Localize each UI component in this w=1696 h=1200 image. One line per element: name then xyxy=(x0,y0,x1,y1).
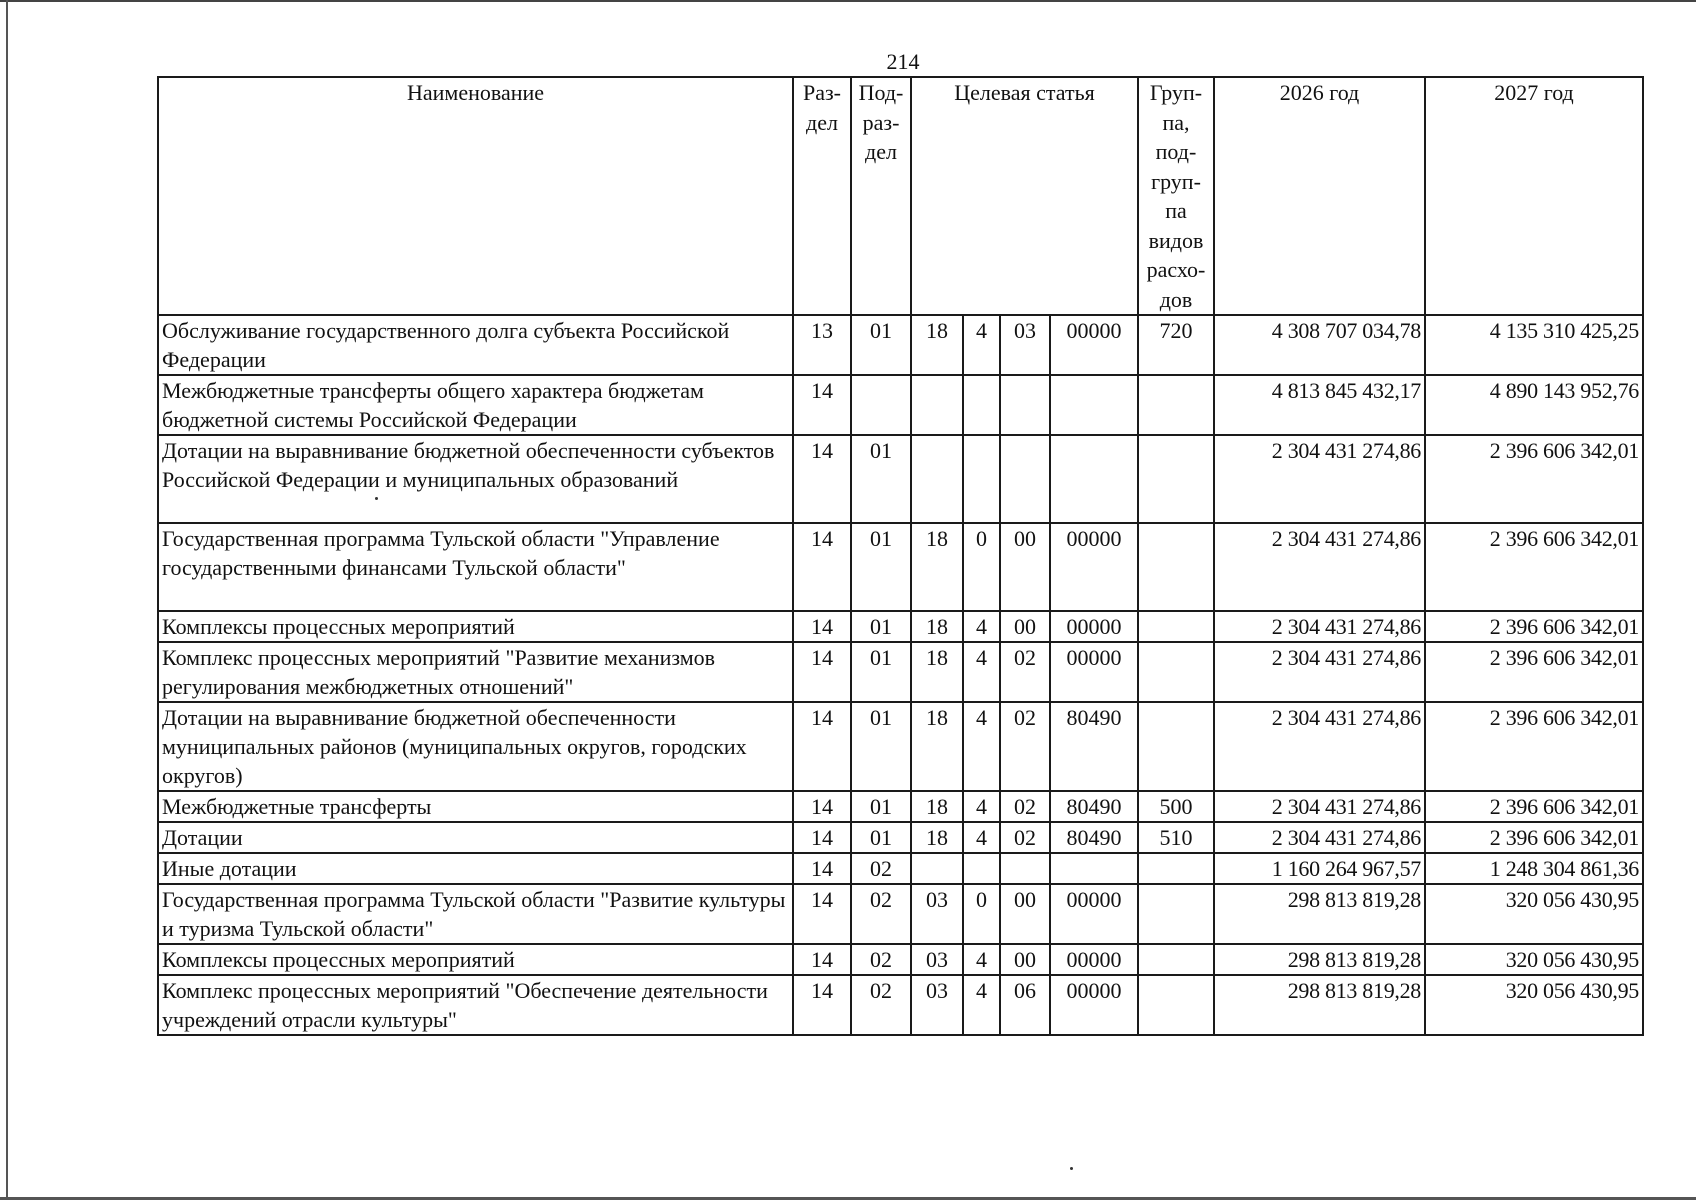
row-ts-program: 03 xyxy=(911,884,963,944)
header-razdel: Раз-дел xyxy=(793,77,851,315)
row-ts-direction: 00000 xyxy=(1050,944,1138,975)
scan-border-left xyxy=(6,0,8,1200)
row-sum-2027: 2 396 606 342,01 xyxy=(1425,702,1643,791)
row-ts-program: 18 xyxy=(911,791,963,822)
table-row xyxy=(158,375,1643,435)
row-ts-type: 4 xyxy=(963,944,1000,975)
row-group xyxy=(1138,702,1214,791)
header-name: Наименование xyxy=(158,77,793,315)
row-ts-direction: 00000 xyxy=(1050,975,1138,1035)
row-ts-sub xyxy=(1000,435,1050,523)
row-sum-2026: 2 304 431 274,86 xyxy=(1214,702,1425,791)
row-podrazdel: 01 xyxy=(851,822,911,853)
row-ts-sub: 00 xyxy=(1000,523,1050,611)
row-sum-2026: 4 308 707 034,78 xyxy=(1214,315,1425,375)
table-row xyxy=(158,642,1643,702)
row-ts-program: 18 xyxy=(911,611,963,642)
row-ts-direction: 00000 xyxy=(1050,523,1138,611)
table-row xyxy=(158,791,1643,822)
row-sum-2026: 2 304 431 274,86 xyxy=(1214,822,1425,853)
row-ts-type: 0 xyxy=(963,884,1000,944)
row-ts-sub: 02 xyxy=(1000,791,1050,822)
row-sum-2027: 2 396 606 342,01 xyxy=(1425,611,1643,642)
row-name: Комплекс процессных мероприятий "Развитие механизмов регулирования межбюджетных отношений" xyxy=(158,642,793,702)
row-ts-sub: 02 xyxy=(1000,642,1050,702)
row-ts-type: 4 xyxy=(963,315,1000,375)
header-year-2026: 2026 год xyxy=(1214,77,1425,315)
row-ts-type: 4 xyxy=(963,642,1000,702)
row-podrazdel: 01 xyxy=(851,702,911,791)
row-razdel: 14 xyxy=(793,642,851,702)
row-sum-2027: 2 396 606 342,01 xyxy=(1425,642,1643,702)
header-group: Груп-па, под-груп-па видов расхо-дов xyxy=(1138,77,1214,315)
table-row xyxy=(158,611,1643,642)
row-ts-direction: 00000 xyxy=(1050,642,1138,702)
row-sum-2027: 1 248 304 861,36 xyxy=(1425,853,1643,884)
row-name: Дотации xyxy=(158,822,793,853)
row-sum-2026: 2 304 431 274,86 xyxy=(1214,611,1425,642)
row-ts-type: 4 xyxy=(963,822,1000,853)
row-podrazdel: 02 xyxy=(851,853,911,884)
row-ts-type xyxy=(963,435,1000,523)
row-ts-sub: 00 xyxy=(1000,944,1050,975)
row-sum-2027: 320 056 430,95 xyxy=(1425,975,1643,1035)
row-razdel: 14 xyxy=(793,435,851,523)
row-razdel: 14 xyxy=(793,791,851,822)
row-ts-program: 18 xyxy=(911,523,963,611)
row-sum-2027: 2 396 606 342,01 xyxy=(1425,791,1643,822)
row-ts-sub: 00 xyxy=(1000,611,1050,642)
row-podrazdel: 01 xyxy=(851,642,911,702)
row-ts-type: 4 xyxy=(963,975,1000,1035)
row-sum-2026: 4 813 845 432,17 xyxy=(1214,375,1425,435)
row-ts-program xyxy=(911,375,963,435)
row-ts-type xyxy=(963,853,1000,884)
table-row xyxy=(158,944,1643,975)
row-sum-2026: 2 304 431 274,86 xyxy=(1214,523,1425,611)
row-sum-2027: 2 396 606 342,01 xyxy=(1425,435,1643,523)
header-row xyxy=(158,77,1643,315)
row-sum-2027: 320 056 430,95 xyxy=(1425,944,1643,975)
row-ts-program: 18 xyxy=(911,702,963,791)
table-row xyxy=(158,523,1643,611)
row-razdel: 14 xyxy=(793,523,851,611)
row-ts-type: 4 xyxy=(963,611,1000,642)
row-group xyxy=(1138,435,1214,523)
row-razdel: 14 xyxy=(793,884,851,944)
row-name: Обслуживание государственного долга субъекта Российской Федерации xyxy=(158,315,793,375)
row-sum-2027: 2 396 606 342,01 xyxy=(1425,822,1643,853)
row-ts-direction: 80490 xyxy=(1050,702,1138,791)
row-razdel: 14 xyxy=(793,611,851,642)
row-sum-2026: 1 160 264 967,57 xyxy=(1214,853,1425,884)
row-ts-program xyxy=(911,853,963,884)
row-ts-direction: 00000 xyxy=(1050,884,1138,944)
row-sum-2026: 2 304 431 274,86 xyxy=(1214,642,1425,702)
header-podrazdel: Под-раз-дел xyxy=(851,77,911,315)
row-sum-2026: 298 813 819,28 xyxy=(1214,884,1425,944)
row-group xyxy=(1138,944,1214,975)
row-group: 500 xyxy=(1138,791,1214,822)
table-row xyxy=(158,975,1643,1035)
row-ts-sub xyxy=(1000,375,1050,435)
row-name: Комплексы процессных мероприятий xyxy=(158,944,793,975)
row-razdel: 14 xyxy=(793,853,851,884)
row-ts-direction: 80490 xyxy=(1050,791,1138,822)
row-ts-direction: 00000 xyxy=(1050,611,1138,642)
row-razdel: 13 xyxy=(793,315,851,375)
row-ts-program: 03 xyxy=(911,975,963,1035)
row-name: Иные дотации xyxy=(158,853,793,884)
scan-speck xyxy=(1070,1167,1073,1170)
row-razdel: 14 xyxy=(793,375,851,435)
row-razdel: 14 xyxy=(793,822,851,853)
page-number: 214 xyxy=(886,49,920,74)
row-sum-2027: 2 396 606 342,01 xyxy=(1425,523,1643,611)
row-ts-direction xyxy=(1050,375,1138,435)
row-sum-2027: 320 056 430,95 xyxy=(1425,884,1643,944)
row-podrazdel: 01 xyxy=(851,523,911,611)
row-sum-2027: 4 135 310 425,25 xyxy=(1425,315,1643,375)
row-ts-sub: 00 xyxy=(1000,884,1050,944)
row-podrazdel: 02 xyxy=(851,975,911,1035)
row-razdel: 14 xyxy=(793,944,851,975)
row-ts-program: 18 xyxy=(911,822,963,853)
row-ts-program: 18 xyxy=(911,642,963,702)
row-razdel: 14 xyxy=(793,975,851,1035)
row-name: Межбюджетные трансферты общего характера бюджетам бюджетной системы Российской Федерации xyxy=(158,375,793,435)
row-ts-sub xyxy=(1000,853,1050,884)
row-ts-program: 18 xyxy=(911,315,963,375)
row-podrazdel xyxy=(851,375,911,435)
row-name: Государственная программа Тульской области "Развитие культуры и туризма Тульской области" xyxy=(158,884,793,944)
table-row xyxy=(158,315,1643,375)
row-ts-direction xyxy=(1050,435,1138,523)
row-group xyxy=(1138,523,1214,611)
budget-table xyxy=(157,76,1644,1036)
row-podrazdel: 01 xyxy=(851,435,911,523)
row-ts-program xyxy=(911,435,963,523)
table-row xyxy=(158,853,1643,884)
row-ts-sub: 06 xyxy=(1000,975,1050,1035)
row-sum-2026: 2 304 431 274,86 xyxy=(1214,791,1425,822)
scan-border-top xyxy=(0,0,1696,2)
header-year-2027: 2027 год xyxy=(1425,77,1643,315)
row-podrazdel: 01 xyxy=(851,611,911,642)
row-group xyxy=(1138,975,1214,1035)
row-sum-2027: 4 890 143 952,76 xyxy=(1425,375,1643,435)
row-ts-type: 4 xyxy=(963,791,1000,822)
row-ts-type: 4 xyxy=(963,702,1000,791)
table-row xyxy=(158,884,1643,944)
row-podrazdel: 02 xyxy=(851,884,911,944)
row-name: Комплекс процессных мероприятий "Обеспечение деятельности учреждений отрасли культуры" xyxy=(158,975,793,1035)
row-group xyxy=(1138,375,1214,435)
row-ts-direction xyxy=(1050,853,1138,884)
row-sum-2026: 298 813 819,28 xyxy=(1214,975,1425,1035)
row-name: Комплексы процессных мероприятий xyxy=(158,611,793,642)
row-ts-sub: 02 xyxy=(1000,702,1050,791)
row-group xyxy=(1138,853,1214,884)
row-sum-2026: 2 304 431 274,86 xyxy=(1214,435,1425,523)
row-group: 510 xyxy=(1138,822,1214,853)
table-row xyxy=(158,702,1643,791)
row-ts-direction: 00000 xyxy=(1050,315,1138,375)
row-group: 720 xyxy=(1138,315,1214,375)
row-ts-type xyxy=(963,375,1000,435)
row-name: Дотации на выравнивание бюджетной обеспеченности субъектов Российской Федерации и муниципальных образований xyxy=(158,435,793,523)
row-ts-sub: 02 xyxy=(1000,822,1050,853)
row-ts-sub: 03 xyxy=(1000,315,1050,375)
row-name: Дотации на выравнивание бюджетной обеспеченности муниципальных районов (муниципальных округов, городских округов) xyxy=(158,702,793,791)
row-podrazdel: 02 xyxy=(851,944,911,975)
row-sum-2026: 298 813 819,28 xyxy=(1214,944,1425,975)
row-ts-program: 03 xyxy=(911,944,963,975)
table-row xyxy=(158,435,1643,523)
row-name: Государственная программа Тульской области "Управление государственными финансами Тульской области" xyxy=(158,523,793,611)
row-group xyxy=(1138,611,1214,642)
table-row xyxy=(158,822,1643,853)
row-ts-direction: 80490 xyxy=(1050,822,1138,853)
row-group xyxy=(1138,642,1214,702)
row-razdel: 14 xyxy=(793,702,851,791)
row-podrazdel: 01 xyxy=(851,791,911,822)
row-name: Межбюджетные трансферты xyxy=(158,791,793,822)
row-ts-type: 0 xyxy=(963,523,1000,611)
row-podrazdel: 01 xyxy=(851,315,911,375)
row-group xyxy=(1138,884,1214,944)
header-target-article: Целевая статья xyxy=(911,77,1138,315)
